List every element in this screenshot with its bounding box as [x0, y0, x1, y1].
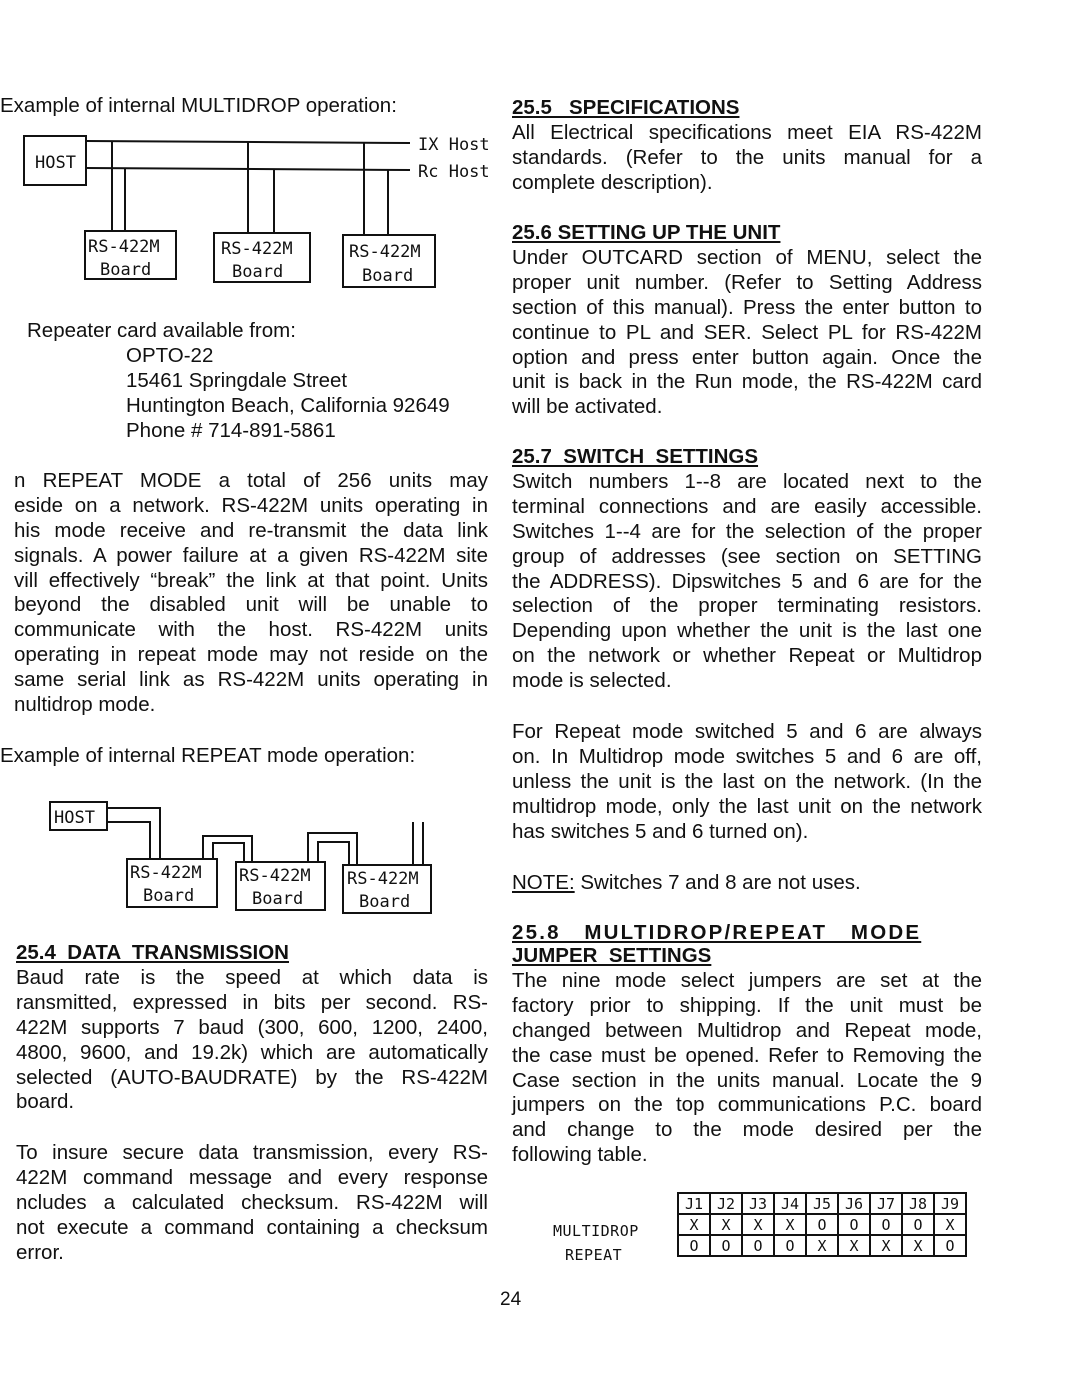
text-line: complete description). — [512, 170, 713, 194]
text-line: will be activated. — [512, 395, 663, 419]
text-line: board. — [16, 1090, 75, 1114]
text-line: Depending upon whether the unit is the last one — [512, 619, 982, 643]
note — [512, 871, 861, 896]
text-line: selected (AUTO-BAUDRATE) by the RS-422M — [16, 1065, 488, 1089]
text-line: All Electrical specifications meet EIA RS-422M — [512, 121, 982, 144]
text-line: operating in repeat mode may not reside on the — [14, 643, 488, 667]
column-header: J6 — [838, 1193, 870, 1214]
text-line: following table. — [512, 1143, 648, 1167]
multidrop-diagram — [0, 125, 500, 295]
section-25-7-para2 — [512, 720, 982, 844]
text-line: 4800, 9600, and 19.2k) which are automatically — [16, 1040, 488, 1064]
text-line: Under OUTCARD section of MENU, select the — [512, 246, 982, 269]
text-line: Switch numbers 1--8 are located next to the — [512, 470, 982, 493]
text-line: option and press enter button again. Once the — [512, 345, 982, 369]
host-label: HOST — [54, 808, 95, 828]
text-line: The nine mode select jumpers are set at the — [512, 969, 982, 992]
board-label: RS-422M — [88, 237, 160, 257]
section-25-4-para1 — [16, 966, 488, 1115]
table-cell: O — [870, 1214, 902, 1235]
board-label: Board — [359, 892, 411, 912]
repeat-caption: Example of internal REPEAT mode operation: — [0, 744, 416, 767]
table-cell: X — [870, 1235, 902, 1256]
text-line: mode is selected. — [512, 669, 672, 693]
column-header: J8 — [902, 1193, 934, 1214]
text-line: To insure secure data transmission, every RS- — [16, 1141, 488, 1164]
board-label: Board — [362, 266, 414, 286]
board-label: Board — [143, 886, 195, 906]
page-number: 24 — [500, 1289, 522, 1310]
note-text: Switches 7 and 8 are not uses. — [574, 871, 861, 894]
repeat-mode-paragraph — [14, 469, 488, 718]
section-25-6-heading: 25.6 SETTING UP THE UNIT — [512, 221, 781, 244]
column-header: J1 — [678, 1193, 710, 1214]
repeater-company: OPTO-22 — [126, 344, 214, 367]
text-line: group of addresses (see section on SETTING — [512, 544, 982, 568]
table-row — [678, 1235, 966, 1256]
text-line: the ADDRESS). Dipswitches 5 and 6 are for the — [512, 569, 982, 593]
text-line: beyond the disabled unit will be unable to — [14, 593, 488, 617]
row-label-repeat: REPEAT — [565, 1246, 623, 1264]
text-line: eside on a network. RS-422M units operating in — [14, 493, 488, 517]
board-label: Board — [252, 889, 304, 909]
board-label: Board — [232, 262, 284, 282]
table-header-row — [678, 1193, 966, 1214]
column-header: J3 — [742, 1193, 774, 1214]
table-cell: O — [838, 1214, 870, 1235]
note-label: NOTE: — [512, 871, 575, 894]
board-label: RS-422M — [349, 242, 421, 262]
section-25-8-body — [512, 969, 982, 1168]
column-header: J2 — [710, 1193, 742, 1214]
column-header: J4 — [774, 1193, 806, 1214]
text-line: unit is back in the Run mode, the RS-422M card — [512, 370, 982, 394]
table-cell: O — [678, 1235, 710, 1256]
board-label: RS-422M — [347, 869, 419, 889]
repeater-street: 15461 Springdale Street — [126, 369, 348, 392]
text-line: ransmitted, expressed in bits per second. RS- — [16, 990, 488, 1014]
repeater-city: Huntington Beach, California 92649 — [126, 394, 450, 417]
text-line: communicate with the host. RS-422M units — [14, 618, 488, 642]
table-row — [678, 1214, 966, 1235]
jumper-table — [677, 1192, 967, 1257]
text-line: n REPEAT MODE a total of 256 units may — [14, 469, 488, 492]
text-line: on the network or whether Repeat or Multidrop — [512, 644, 982, 668]
text-line: Switches 1--4 are for the selection of the proper — [512, 519, 982, 543]
section-25-7-heading: 25.7 SWITCH SETTINGS — [512, 445, 759, 468]
row-label-multidrop: MULTIDROP — [553, 1222, 639, 1240]
board-label: RS-422M — [221, 239, 293, 259]
text-line: continue to PL and SER. Select PL for RS-422M — [512, 320, 982, 344]
table-cell: X — [934, 1214, 966, 1235]
repeater-phone: Phone # 714-891-5861 — [126, 419, 336, 442]
text-line: not execute a command containing a checksum — [16, 1215, 488, 1239]
table-cell: X — [838, 1235, 870, 1256]
text-line: changed between Multidrop and Repeat mode, — [512, 1018, 982, 1042]
section-25-5-body — [512, 121, 982, 196]
column-header: J9 — [934, 1193, 966, 1214]
text-line: Baud rate is the speed at which data is — [16, 966, 488, 989]
column-header: J7 — [870, 1193, 902, 1214]
section-25-6-body — [512, 246, 982, 420]
text-line: same serial link as RS-422M units operating in — [14, 668, 488, 692]
table-cell: O — [774, 1235, 806, 1256]
text-line: the case must be opened. Refer to Removing the — [512, 1043, 982, 1067]
text-line: multidrop mode, only the last unit on the network — [512, 794, 982, 818]
text-line: unless the unit is the last on the network. (In the — [512, 769, 982, 793]
table-cell: O — [902, 1214, 934, 1235]
text-line: on. In Multidrop mode switches 5 and 6 are off, — [512, 744, 982, 768]
section-25-8-heading-line1: 25.8 MULTIDROP/REPEAT MODE — [512, 921, 922, 944]
text-line: nultidrop mode. — [14, 693, 156, 717]
table-cell: O — [934, 1235, 966, 1256]
column-header: J5 — [806, 1193, 838, 1214]
table-cell: O — [710, 1235, 742, 1256]
section-25-4-heading: 25.4 DATA TRANSMISSION — [16, 941, 289, 964]
text-line: 422M supports 7 baud (300, 600, 1200, 2400, — [16, 1015, 488, 1039]
text-line: signals. A power failure at a given RS-422M site — [14, 543, 488, 567]
multidrop-caption: Example of internal MULTIDROP operation: — [0, 94, 397, 117]
section-25-8-heading-line2: JUMPER SETTINGS — [512, 944, 712, 967]
text-line: error. — [16, 1240, 64, 1264]
host-label: HOST — [35, 153, 76, 173]
table-cell: O — [806, 1214, 838, 1235]
text-line: 422M command message and every response — [16, 1165, 488, 1189]
text-line: vill effectively “break” the link at that point. Units — [14, 568, 488, 592]
text-line: selection of the proper terminating resistors. — [512, 594, 982, 618]
table-cell: O — [742, 1235, 774, 1256]
tx-host-label: IX Host — [418, 135, 490, 155]
text-line: terminal connections and are easily accessible. — [512, 494, 982, 518]
text-line: jumpers on the top communications P.C. board — [512, 1093, 982, 1117]
table-cell: X — [806, 1235, 838, 1256]
table-cell: X — [774, 1214, 806, 1235]
text-line: proper unit number. (Refer to Setting Address — [512, 270, 982, 294]
text-line: has switches 5 and 6 turned on). — [512, 819, 809, 843]
section-25-4-para2 — [16, 1141, 488, 1265]
text-line: section of this manual). Press the enter button to — [512, 295, 982, 319]
rx-host-label: Rc Host — [418, 162, 490, 182]
board-label: RS-422M — [239, 866, 311, 886]
board-label: RS-422M — [130, 863, 202, 883]
text-line: standards. (Refer to the units manual for a — [512, 145, 982, 169]
repeater-intro: Repeater card available from: — [27, 319, 296, 342]
section-25-5-heading: 25.5 SPECIFICATIONS — [512, 96, 740, 119]
board-label: Board — [100, 260, 152, 280]
text-line: and change to the mode desired per the — [512, 1118, 982, 1142]
text-line: his mode receive and re-transmit the data link — [14, 518, 488, 542]
section-25-7-body — [512, 470, 982, 694]
text-line: Case section in the units manual. Locate the 9 — [512, 1068, 982, 1092]
table-cell: X — [742, 1214, 774, 1235]
repeat-diagram — [0, 790, 500, 920]
table-cell: X — [902, 1235, 934, 1256]
table-cell: X — [678, 1214, 710, 1235]
table-cell: X — [710, 1214, 742, 1235]
text-line: For Repeat mode switched 5 and 6 are always — [512, 720, 982, 743]
text-line: factory prior to shipping. If the unit must be — [512, 993, 982, 1017]
text-line: ncludes a calculated checksum. RS-422M will — [16, 1190, 488, 1214]
